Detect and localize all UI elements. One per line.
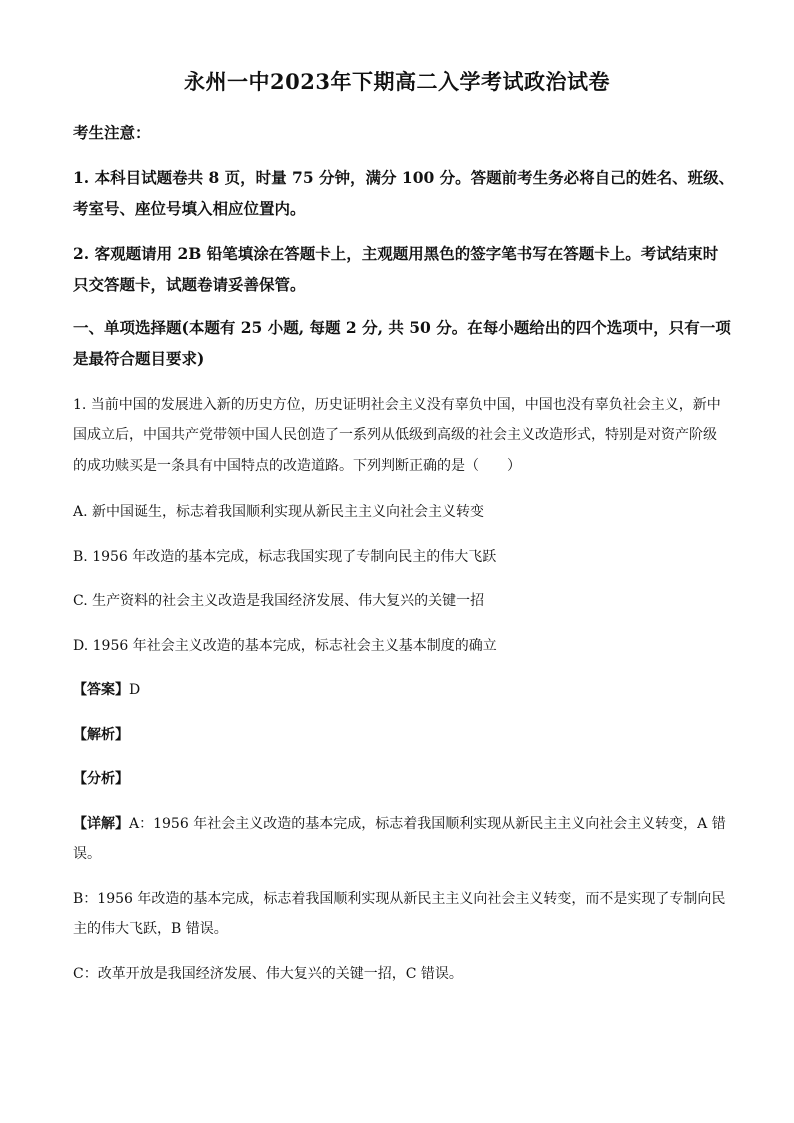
detail-a-text: A：1956 年社会主义改造的基本完成，标志着我国顺利实现从新民主主义向社会主义转变，A 错	[129, 816, 726, 832]
answer-tag: 【答案】	[73, 682, 129, 698]
option-c: C. 生产资料的社会主义改造是我国经济发展、伟大复兴的关键一招	[73, 593, 485, 609]
notice-2-line2: 只交答题卡，试题卷请妥善保管。	[73, 275, 306, 294]
detail-a-line2: 误。	[73, 846, 101, 862]
page-title: 永州一中2023年下期高二入学考试政治试卷	[184, 69, 610, 94]
notice-1-line1: 1. 本科目试题卷共 8 页，时量 75 分钟，满分 100 分。答题前考生务必将自己的姓名、班级、	[73, 168, 735, 187]
detail-tag: 【详解】	[73, 816, 129, 832]
option-b: B. 1956 年改造的基本完成，标志我国实现了专制向民主的伟大飞跃	[73, 549, 497, 565]
notice-1-line2: 考室号、座位号填入相应位置内。	[73, 199, 306, 218]
explain-tag: 【解析】	[73, 727, 129, 743]
notice-2-line1: 2. 客观题请用 2B 铅笔填涂在答题卡上，主观题用黑色的签字笔书写在答题卡上。考试结束时	[73, 244, 719, 263]
question-1-stem-line1: 1. 当前中国的发展进入新的历史方位，历史证明社会主义没有辜负中国，中国也没有辜负社会主义，新中	[73, 397, 721, 413]
option-a: A. 新中国诞生，标志着我国顺利实现从新民主主义向社会主义转变	[73, 504, 485, 520]
notice-heading: 考生注意：	[73, 123, 151, 142]
detail-b-line2: 主的伟大飞跃，B 错误。	[73, 921, 228, 937]
option-d: D. 1956 年社会主义改造的基本完成，标志社会主义基本制度的确立	[73, 638, 497, 654]
question-1-stem-line2: 国成立后，中国共产党带领中国人民创造了一系列从低级到高级的社会主义改造形式，特别是对资产阶级	[73, 427, 717, 443]
section-1-line2: 是最符合题目要求)	[73, 349, 205, 368]
detail-b-line1: B：1956 年改造的基本完成，标志着我国顺利实现从新民主主义向社会主义转变，而不是实现了专制向民	[73, 891, 726, 907]
detail-a-line1	[73, 813, 726, 833]
analysis-tag: 【分析】	[73, 771, 129, 787]
detail-c: C：改革开放是我国经济发展、伟大复兴的关键一招，C 错误。	[73, 966, 463, 982]
answer-line	[73, 679, 140, 699]
question-1-stem-line3: 的成功赎买是一条具有中国特点的改造道路。下列判断正确的是（ ）	[73, 458, 521, 474]
section-1-line1: 一、单项选择题(本题有 25 小题, 每题 2 分, 共 50 分。在每小题给出的四个选项中，只有一项	[73, 318, 731, 337]
answer-value: D	[129, 682, 141, 698]
